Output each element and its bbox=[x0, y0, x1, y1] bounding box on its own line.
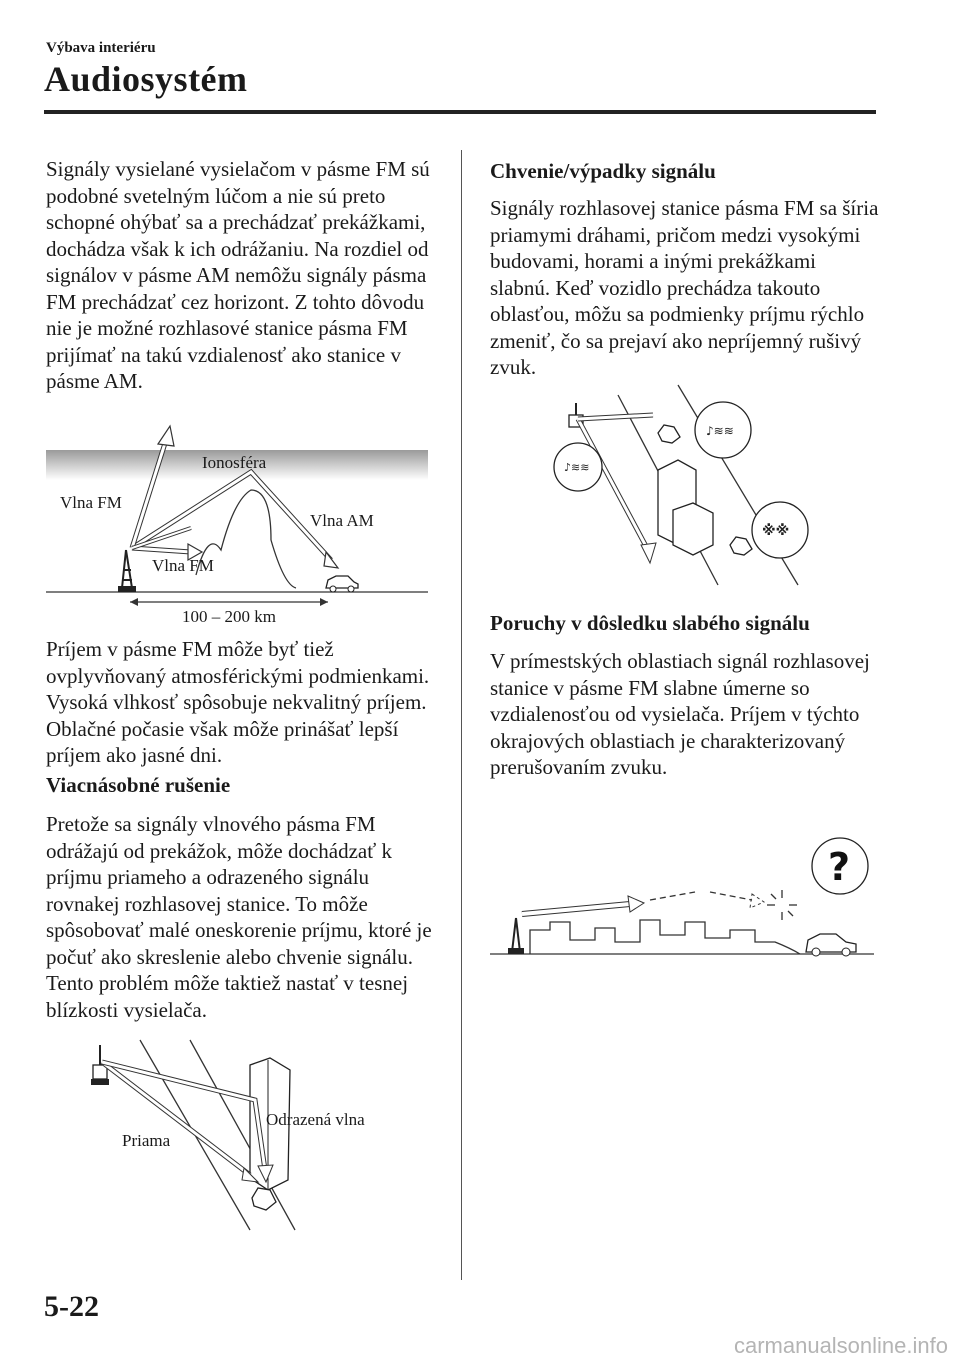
multipath-diagram bbox=[80, 1040, 400, 1240]
car-icon bbox=[252, 1188, 276, 1210]
weak-signal-heading: Poruchy v dôsledku slabého signálu bbox=[490, 611, 810, 635]
car-icon bbox=[730, 537, 752, 555]
weak-signal-diagram bbox=[490, 830, 882, 960]
page-title: Audiosystém bbox=[44, 59, 248, 99]
ionosphere-label: Ionosféra bbox=[202, 453, 267, 472]
transmitter-tower-icon bbox=[508, 918, 524, 954]
car-icon bbox=[806, 934, 856, 956]
car-icon bbox=[658, 425, 680, 443]
reflected-wave-label: Odrazená vlna bbox=[266, 1110, 365, 1129]
weak-signal-paragraph: V prímestských oblastiach signál rozhlasovej stanice v pásme FM slabne úmerne so vzdialenosťou od vysielača. Príjem v týchto okrajových oblastiach je charakterizovaný prerušovaním zvuku. bbox=[490, 649, 870, 779]
fm-wave-bottom-label: Vlna FM bbox=[152, 556, 214, 575]
title-rule bbox=[44, 110, 876, 114]
direct-wave-label: Priama bbox=[122, 1131, 171, 1150]
flutter-heading: Chvenie/výpadky signálu bbox=[490, 159, 716, 183]
transmitter-tower-icon bbox=[118, 550, 136, 592]
skyline-outline bbox=[530, 920, 800, 954]
footer-watermark: carmanualsonline.info bbox=[733, 1333, 948, 1358]
interference-burst-icon bbox=[767, 890, 797, 920]
fm-wave-top-label: Vlna FM bbox=[60, 493, 122, 512]
multipath-heading: Viacnásobné rušenie bbox=[46, 773, 231, 797]
svg-text:※※: ※※ bbox=[762, 523, 790, 539]
building-icon bbox=[658, 460, 713, 555]
column-divider bbox=[461, 150, 462, 1280]
signal-wave-weak bbox=[650, 892, 695, 900]
fm-propagation-paragraph: Signály vysielané vysielačom v pásme FM sú podobné svetelným lúčom a nie sú preto schopné ohýbať sa a prechádzať prekážkami, dochádza však k ich odrážaniu. Na rozdiel od signálov v pásme AM nemôžu signály pásma FM prechádzať cez horizont. Z tohto dôvodu nie je možné rozhlasové stanice pásma FM prijímať na takú vzdialenosť ako stanice v pásme AM. bbox=[46, 157, 430, 393]
atmospheric-paragraph: Príjem v pásme FM môže byť tiež ovplyvňovaný atmosférickými podmienkami. Vysoká vlhkosť spôsobuje nekvalitný príjem. Oblačné počasie však môže prinášať lepší príjem ako jasné dni. bbox=[46, 637, 430, 767]
flutter-paragraph: Signály rozhlasovej stanice pásma FM sa šíria priamymi dráhami, pričom medzi vysokými budovami, horami a inými prekážkami slabnú. Keď vozidlo prechádza takouto oblasťou, môžu sa podmienky príjmu rýchlo zmeniť, čo sa prejaví ako nepríjemný rušivý zvuk. bbox=[490, 196, 879, 379]
svg-text:♪≋≋: ♪≋≋ bbox=[706, 424, 734, 438]
fm-am-propagation-diagram bbox=[46, 420, 446, 626]
section-label: Výbava interiéru bbox=[46, 40, 156, 56]
svg-text:♪≋≋: ♪≋≋ bbox=[564, 461, 590, 474]
distance-label: 100 – 200 km bbox=[182, 607, 276, 626]
svg-text:?: ? bbox=[828, 845, 851, 889]
page-number: 5-22 bbox=[44, 1290, 99, 1323]
am-wave-label: Vlna AM bbox=[310, 511, 374, 530]
car-icon bbox=[326, 576, 358, 592]
flutter-diagram bbox=[548, 385, 828, 595]
multipath-paragraph: Pretože sa signály vlnového pásma FM odrážajú od prekážok, môže dochádzať k príjmu priameho a odrazeného signálu rovnakej rozhlasovej stanice. To môže spôsobovať malé oneskorenie príjmu, ktoré je počuť ako skreslenie alebo chvenie signálu. Tento problém môže taktiež nastať v tesnej blízkosti vysielača. bbox=[46, 812, 432, 1022]
